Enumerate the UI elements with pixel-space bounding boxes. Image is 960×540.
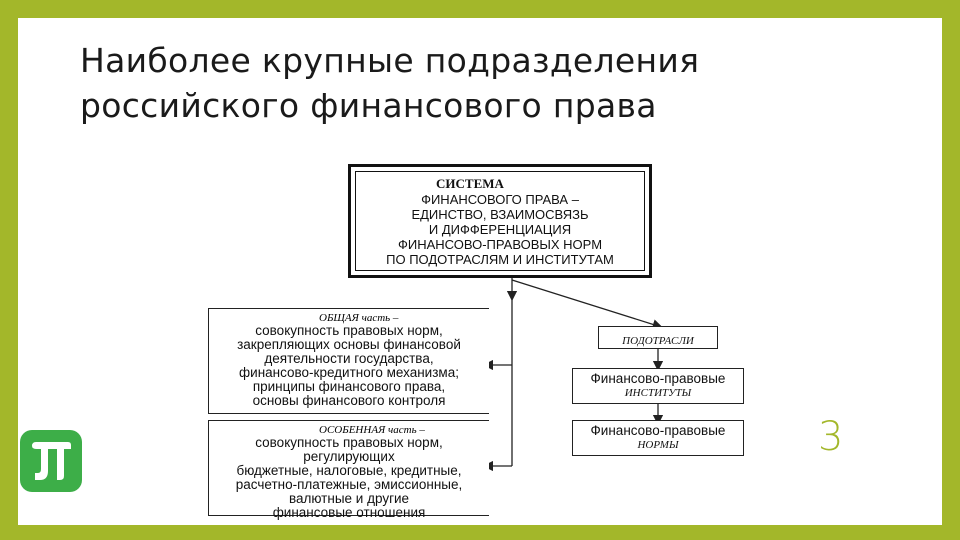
system-heading: СИСТЕМА: [436, 176, 504, 191]
title-line-1: Наиболее крупные подразделения: [80, 41, 700, 80]
special-part-body: совокупность правовых норм, регулирующих бюджетные, налоговые, кредитные, расчетно-платежные, эмиссионные, валютные и другие финансовые отношения: [235, 435, 463, 520]
norms-line-1: Финансово-правовые: [590, 423, 726, 438]
norms-box: [572, 420, 744, 456]
special-part-box: [208, 420, 489, 520]
institutes-box: [572, 368, 744, 404]
general-part-heading: ОБЩАЯ часть –: [319, 312, 399, 324]
institutes-line-2: ИНСТИТУТЫ: [624, 387, 692, 399]
title-line-2: российского финансового права: [80, 86, 657, 125]
system-box: [348, 164, 652, 278]
general-part-body: совокупность правовых норм, закрепляющих основы финансовой деятельности государства, финансово-кредитного механизма; принципы финансового права, основы финансового контроля: [237, 323, 461, 408]
page-number: 3: [818, 414, 844, 460]
general-part-box: [208, 308, 489, 414]
special-part-heading: ОСОБЕННАЯ часть –: [319, 424, 425, 436]
subbranches-label: ПОДОТРАСЛИ: [622, 335, 694, 347]
norms-line-2: НОРМЫ: [637, 439, 679, 451]
institutes-line-1: Финансово-правовые: [590, 371, 726, 386]
system-body: ФИНАНСОВОГО ПРАВА – ЕДИНСТВО, ВЗАИМОСВЯЗЬ И ДИФФЕРЕНЦИАЦИЯ ФИНАНСОВО-ПРАВОВЫХ НОРМ ПО ПОДОТРАСЛЯМ И ИНСТИТУТАМ: [386, 192, 614, 267]
pi-logo-icon: [20, 430, 82, 492]
subbranches-box: [598, 326, 718, 349]
connector-system-right: [512, 280, 658, 326]
